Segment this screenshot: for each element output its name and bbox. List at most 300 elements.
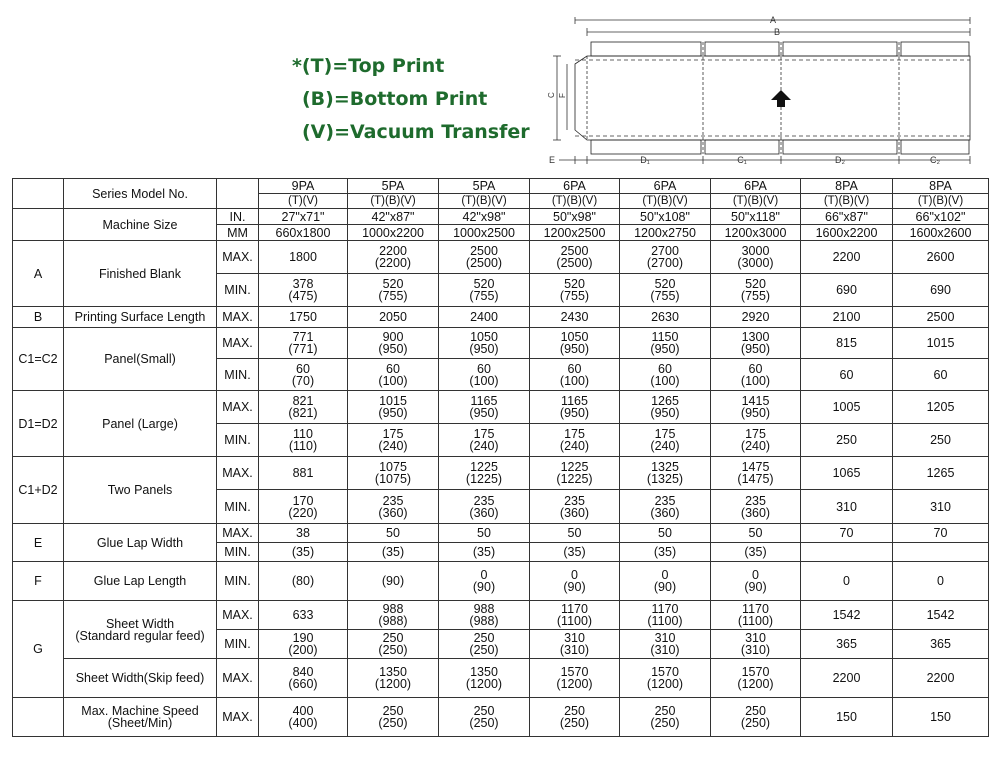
value-alt: (950) [469, 406, 499, 420]
value-main: 1325 [651, 460, 679, 474]
parameter-name: Glue Lap Width [64, 524, 217, 562]
row-code: C1+D2 [13, 457, 64, 524]
value-cell [348, 424, 439, 457]
value-cell [348, 630, 439, 659]
row-code: E [13, 524, 64, 562]
value-main: 235 [382, 493, 404, 508]
value-main: 310 [930, 499, 951, 514]
value-alt: (250) [378, 643, 408, 657]
value-cell [711, 241, 801, 274]
value-main: 690 [836, 283, 857, 297]
max-label: MAX. [217, 328, 259, 359]
value-cell [439, 630, 530, 659]
row-code: A [13, 241, 64, 307]
max-label: MAX. [217, 457, 259, 490]
value-main: 60 [477, 361, 491, 376]
value-main: 150 [836, 710, 857, 724]
value-cell [439, 359, 530, 391]
value-cell [893, 241, 989, 274]
value-cell: (35) [348, 543, 439, 562]
value-cell [711, 630, 801, 659]
value-cell [348, 457, 439, 490]
value-cell [259, 241, 348, 274]
value-cell [893, 328, 989, 359]
value-alt: (950) [740, 406, 771, 420]
value-cell [801, 391, 893, 424]
value-cell [893, 562, 989, 601]
value-cell [348, 562, 439, 601]
value-cell [259, 490, 348, 524]
size-in: 42"x87" [348, 209, 439, 225]
value-main: 365 [930, 637, 951, 651]
parameter-name-line2: (Standard regular feed) [75, 628, 205, 643]
value-alt: (950) [740, 342, 771, 356]
value-cell [530, 630, 620, 659]
unit-in: IN. [217, 209, 259, 225]
value-cell [439, 601, 530, 630]
row-code: D1=D2 [13, 391, 64, 457]
value-main: 1350 [470, 665, 498, 679]
value-main: 250 [382, 631, 404, 645]
model-name: 5PA [348, 179, 439, 194]
value-main: 1065 [832, 466, 861, 480]
value-main: 988 [473, 602, 495, 616]
value-alt: (1200) [556, 677, 593, 691]
max-label: MAX. [217, 307, 259, 328]
value-main: 988 [382, 602, 404, 616]
value-main: 175 [382, 427, 404, 441]
value-cell [620, 359, 711, 391]
max-label: MAX. [217, 601, 259, 630]
value-cell: (35) [439, 543, 530, 562]
value-alt: (220) [288, 505, 318, 520]
value-main: 1005 [832, 400, 861, 414]
value-alt: (950) [378, 406, 408, 420]
value-main: 1265 [926, 466, 955, 480]
value-main: 60 [567, 361, 582, 376]
value-alt: (950) [469, 342, 499, 356]
value-cell [259, 359, 348, 391]
value-cell [893, 274, 989, 307]
row-code: G [13, 601, 64, 698]
value-cell: 2400 [439, 307, 530, 328]
value-cell [259, 424, 348, 457]
value-cell [439, 490, 530, 524]
value-main: 60 [839, 367, 854, 382]
parameter-name-line2: (Sheet/Min) [107, 716, 173, 730]
value-cell [259, 601, 348, 630]
value-alt: (360) [740, 505, 771, 520]
value-main: 1165 [470, 394, 498, 408]
machine-size-label: Machine Size [64, 209, 217, 241]
value-main: 520 [382, 277, 404, 291]
value-cell [893, 698, 989, 737]
min-label: MIN. [217, 562, 259, 601]
value-cell [801, 457, 893, 490]
box-blank-diagram [545, 12, 975, 168]
value-main: 2200 [926, 671, 955, 685]
value-cell [530, 659, 620, 698]
value-main: 900 [382, 330, 404, 344]
size-in: 50"x108" [620, 209, 711, 225]
value-main: 815 [836, 336, 857, 350]
value-main: 235 [745, 493, 766, 508]
value-alt: (2500) [556, 256, 593, 270]
value-alt: (1200) [374, 677, 412, 691]
value-main: 1225 [470, 460, 498, 474]
parameter-name: Panel (Large) [64, 391, 217, 457]
value-main: 1205 [926, 400, 955, 414]
value-cell [259, 562, 348, 601]
value-cell [439, 241, 530, 274]
value-cell [620, 630, 711, 659]
machine-spec-table [12, 178, 989, 737]
value-cell [893, 391, 989, 424]
value-alt: (2200) [374, 256, 412, 270]
value-main: 840 [292, 665, 314, 679]
value-main: 235 [473, 493, 495, 508]
value-main: 690 [930, 283, 951, 297]
value-alt: (240) [378, 439, 408, 453]
value-alt: (100) [469, 373, 499, 388]
print-type: (T)(B)(V) [348, 194, 439, 209]
value-alt: (755) [469, 289, 499, 303]
value-cell [801, 328, 893, 359]
value-cell [348, 601, 439, 630]
value-cell [711, 391, 801, 424]
row-code: C1=C2 [13, 328, 64, 391]
value-cell [530, 328, 620, 359]
diagram-label-D2: D₂ [835, 155, 845, 165]
diagram-label-F: F [558, 93, 567, 98]
value-alt: (950) [559, 406, 590, 420]
size-in: 27"x71" [259, 209, 348, 225]
parameter-name-line1: Max. Machine Speed [81, 704, 199, 718]
size-mm: 1600x2600 [893, 225, 989, 241]
value-cell [620, 457, 711, 490]
parameter-name: Sheet Width(Skip feed) [64, 659, 217, 698]
row-code: F [13, 562, 64, 601]
value-main: 1570 [741, 665, 770, 679]
value-cell: 1750 [259, 307, 348, 328]
size-mm: 1200x2750 [620, 225, 711, 241]
value-alt: (360) [378, 505, 408, 520]
value-main: 310 [564, 631, 585, 645]
value-cell [348, 359, 439, 391]
model-name: 6PA [530, 179, 620, 194]
value-cell: (35) [620, 543, 711, 562]
value-cell [439, 424, 530, 457]
value-cell [620, 328, 711, 359]
value-cell [711, 457, 801, 490]
value-main: 1170 [561, 602, 588, 616]
value-cell [530, 424, 620, 457]
value-cell: (35) [259, 543, 348, 562]
value-cell: (35) [530, 543, 620, 562]
value-cell [711, 424, 801, 457]
value-cell [711, 562, 801, 601]
value-cell: 2920 [711, 307, 801, 328]
value-main: 150 [930, 710, 951, 724]
value-alt: (1200) [465, 677, 503, 691]
value-cell [711, 698, 801, 737]
size-in: 66"x87" [801, 209, 893, 225]
value-main: 365 [836, 637, 857, 651]
value-cell [259, 659, 348, 698]
print-type: (T)(B)(V) [530, 194, 620, 209]
value-alt: (1075) [374, 472, 412, 486]
value-cell [439, 274, 530, 307]
value-main: 1170 [651, 602, 679, 616]
row-code: B [13, 307, 64, 328]
value-cell: 50 [439, 524, 530, 543]
value-alt: (1475) [737, 472, 774, 486]
max-label: MAX. [217, 391, 259, 424]
value-alt: (90) [472, 580, 496, 594]
size-in: 50"x98" [530, 209, 620, 225]
parameter-name: Two Panels [64, 457, 217, 524]
value-cell: 50 [348, 524, 439, 543]
value-main: 1075 [379, 460, 407, 474]
parameter-name [64, 698, 217, 737]
value-alt: (200) [288, 643, 318, 657]
value-cell [348, 328, 439, 359]
value-alt: (100) [740, 373, 771, 388]
value-alt: (755) [650, 289, 680, 303]
value-cell [893, 659, 989, 698]
value-cell: 2100 [801, 307, 893, 328]
value-cell [620, 391, 711, 424]
value-main: 2200 [832, 250, 861, 264]
value-alt: (950) [559, 342, 590, 356]
min-label: MIN. [217, 274, 259, 307]
value-alt: (240) [740, 439, 771, 453]
value-main: 821 [292, 394, 314, 408]
value-cell: 50 [711, 524, 801, 543]
value-cell [711, 359, 801, 391]
value-main: 2500 [470, 244, 498, 258]
value-alt: (1325) [646, 472, 684, 486]
value-alt: (988) [469, 614, 499, 628]
size-mm: 1200x2500 [530, 225, 620, 241]
value-main: 60 [933, 367, 948, 382]
value-main: 250 [473, 704, 495, 718]
value-alt: (90) [563, 580, 586, 594]
value-alt: (240) [650, 439, 680, 453]
value-main: 250 [836, 433, 857, 447]
size-mm: 1600x2200 [801, 225, 893, 241]
value-main: 1570 [560, 665, 589, 679]
diagram-label-C: C [547, 92, 556, 98]
value-main: 310 [836, 499, 857, 514]
value-main: 60 [748, 361, 763, 376]
value-cell [711, 274, 801, 307]
value-main: 633 [292, 608, 314, 622]
value-alt: (250) [559, 716, 590, 730]
value-main: 0 [937, 574, 944, 588]
value-alt: (250) [650, 716, 680, 730]
value-main: 2200 [379, 244, 407, 258]
value-main: 400 [292, 704, 314, 718]
size-mm: 660x1800 [259, 225, 348, 241]
value-cell [620, 490, 711, 524]
size-mm: 1000x2200 [348, 225, 439, 241]
value-main: 2200 [832, 671, 861, 685]
value-cell [348, 274, 439, 307]
value-main: 1542 [832, 608, 861, 622]
model-name: 6PA [711, 179, 801, 194]
value-main: 1150 [651, 330, 679, 344]
value-main: (90) [381, 574, 405, 588]
value-main: 1542 [926, 608, 955, 622]
parameter-name-line1: Sheet Width [105, 616, 175, 631]
value-cell [893, 424, 989, 457]
value-cell [711, 601, 801, 630]
value-cell [801, 490, 893, 524]
value-main: 175 [654, 427, 676, 441]
print-type: (T)(B)(V) [620, 194, 711, 209]
value-main: 60 [658, 361, 672, 376]
value-cell: 2500 [893, 307, 989, 328]
value-main: 520 [745, 277, 766, 291]
value-main: 1225 [560, 460, 589, 474]
value-main: 310 [745, 631, 766, 645]
value-cell [711, 490, 801, 524]
value-alt: (250) [378, 716, 408, 730]
value-main: 175 [473, 427, 495, 441]
value-alt: (755) [740, 289, 771, 303]
value-main: 250 [930, 433, 951, 447]
value-cell [259, 274, 348, 307]
value-cell [620, 241, 711, 274]
value-cell [348, 698, 439, 737]
size-mm: 1200x3000 [711, 225, 801, 241]
value-main: 0 [843, 574, 850, 588]
value-main: 3000 [741, 244, 770, 258]
value-cell: 2430 [530, 307, 620, 328]
value-cell [893, 601, 989, 630]
value-alt: (1100) [737, 614, 774, 628]
value-main: 2600 [926, 250, 955, 264]
value-alt: (475) [288, 289, 318, 303]
value-alt: (250) [469, 643, 499, 657]
value-cell [439, 457, 530, 490]
value-main: 250 [564, 704, 585, 718]
value-alt: (821) [288, 406, 318, 420]
value-alt: (100) [650, 373, 680, 388]
value-cell [530, 391, 620, 424]
value-cell [439, 391, 530, 424]
model-name: 5PA [439, 179, 530, 194]
value-main: 1570 [651, 665, 679, 679]
value-main: 1265 [651, 394, 679, 408]
value-cell [530, 490, 620, 524]
value-alt: (660) [288, 677, 318, 691]
value-cell [259, 328, 348, 359]
value-alt: (771) [288, 342, 318, 356]
value-cell [801, 424, 893, 457]
max-label: MAX. [217, 659, 259, 698]
size-in: 50"x118" [711, 209, 801, 225]
value-main: 1800 [289, 250, 317, 264]
value-cell: 50 [620, 524, 711, 543]
value-main: 0 [661, 568, 669, 582]
value-cell [530, 241, 620, 274]
value-cell [801, 659, 893, 698]
value-alt: (950) [378, 342, 408, 356]
value-cell [801, 274, 893, 307]
value-alt: (950) [650, 342, 680, 356]
print-type: (T)(B)(V) [893, 194, 989, 209]
value-main: 235 [564, 493, 585, 508]
value-alt: (3000) [737, 256, 774, 270]
value-cell [893, 630, 989, 659]
value-cell [620, 659, 711, 698]
size-in: 66"x102" [893, 209, 989, 225]
max-label: MAX. [217, 698, 259, 737]
value-cell [439, 562, 530, 601]
diagram-label-B: B [773, 27, 781, 37]
value-cell [893, 490, 989, 524]
value-main: 1475 [741, 460, 770, 474]
value-cell [259, 391, 348, 424]
value-main: 110 [293, 427, 313, 441]
value-cell: (35) [711, 543, 801, 562]
value-cell [620, 274, 711, 307]
value-main: 1015 [379, 394, 407, 408]
value-alt: (90) [653, 580, 677, 594]
value-cell [801, 543, 893, 562]
value-alt: (250) [469, 716, 499, 730]
value-main: 60 [386, 361, 400, 376]
value-main: 1415 [741, 394, 770, 408]
value-alt: (100) [559, 373, 590, 388]
value-main: 520 [473, 277, 495, 291]
value-cell [801, 241, 893, 274]
value-alt: (1200) [737, 677, 774, 691]
unit-mm: MM [217, 225, 259, 241]
parameter-name: Finished Blank [64, 241, 217, 307]
code-header [13, 179, 64, 209]
value-main: 1165 [561, 394, 588, 408]
value-alt: (110) [288, 439, 318, 453]
value-cell [439, 659, 530, 698]
value-main: (80) [291, 574, 315, 588]
value-alt: (240) [469, 439, 499, 453]
print-type: (T)(B)(V) [801, 194, 893, 209]
print-type: (T)(B)(V) [711, 194, 801, 209]
size-mm: 1000x2500 [439, 225, 530, 241]
value-main: 0 [571, 568, 578, 582]
value-cell [530, 274, 620, 307]
value-cell [893, 457, 989, 490]
value-main: 1170 [742, 602, 769, 616]
value-cell [348, 241, 439, 274]
value-cell [893, 543, 989, 562]
value-alt: (310) [650, 643, 680, 657]
value-main: 0 [752, 568, 759, 582]
value-main: 250 [473, 631, 495, 645]
value-cell [530, 601, 620, 630]
max-label: MAX. [217, 524, 259, 543]
diagram-label-E: E [549, 155, 556, 165]
value-cell [530, 457, 620, 490]
value-cell: 38 [259, 524, 348, 543]
value-cell: 50 [530, 524, 620, 543]
value-alt: (70) [291, 373, 315, 388]
legend-top-print: *(T)=Top Print [292, 55, 445, 77]
value-main: 250 [654, 704, 676, 718]
